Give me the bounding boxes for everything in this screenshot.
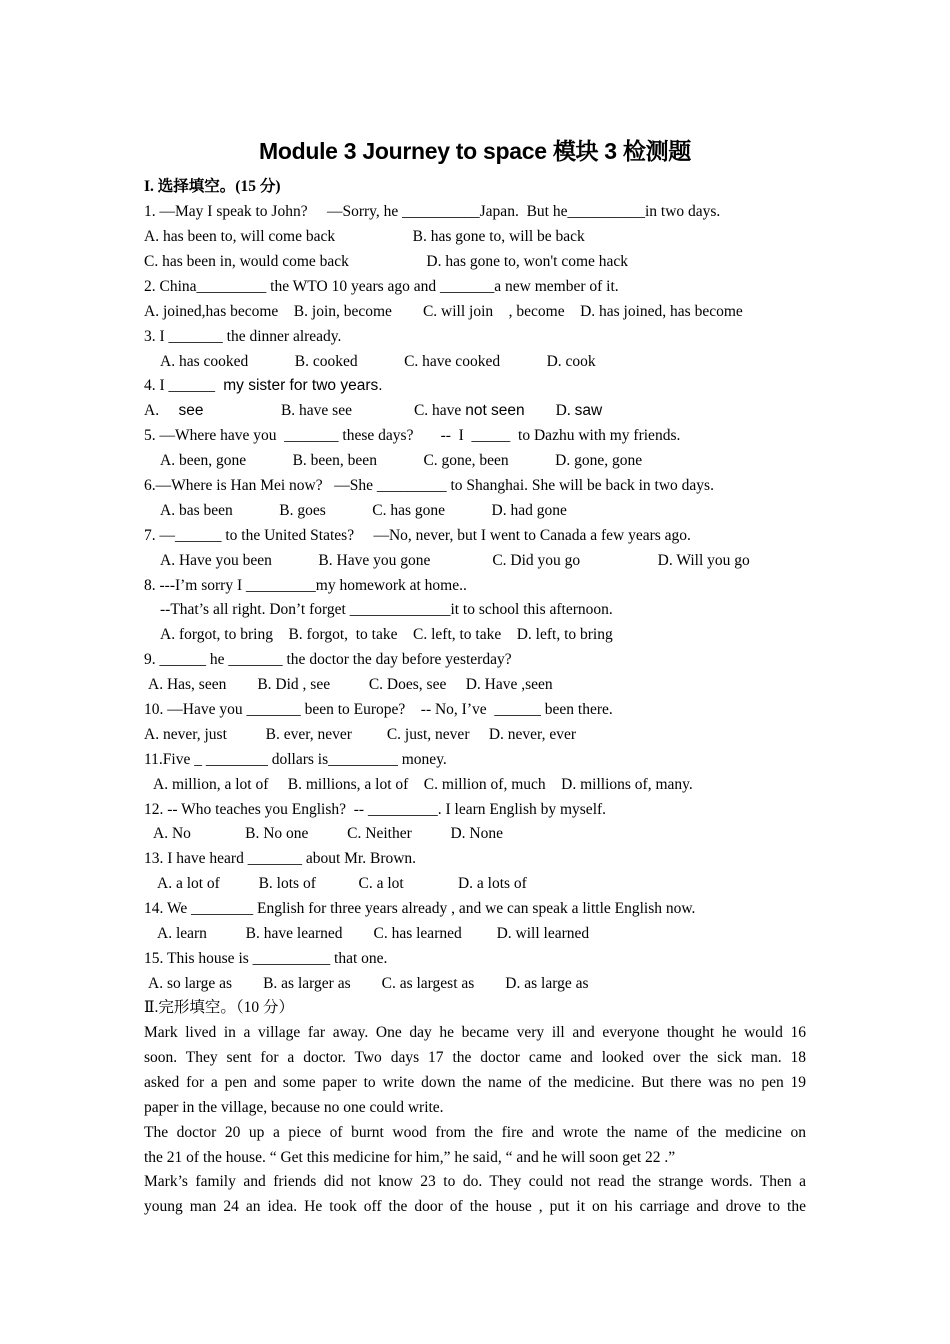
question-13: 13. I have heard _______ about Mr. Brown. [144,850,417,867]
question-2: 2. China_________ the WTO 10 years ago and _______a new member of it. [144,278,619,295]
question-8: 8. ---I’m sorry I _________my homework at home.. [144,577,467,594]
passage-line: young man 24 an idea. He took off the door of the house , put it on his carriage and drove to the [144,1198,806,1215]
question-4-option-d: saw [574,402,603,419]
question-4-options [144,401,602,421]
passage-line: the 21 of the house. “ Get this medicine for him,” he said, “ and he will soon get 22 .” [144,1149,676,1166]
question-4-option-bc: B. have see C. have [203,402,466,419]
question-7-options: A. Have you been B. Have you gone C. Did you go D. Will you go [160,552,750,569]
passage-line: asked for a pen and some paper to write down the name of the medicine. But there was no pen 19 [144,1074,806,1091]
passage-line: The doctor 20 up a piece of burnt wood from the fire and wrote the name of the medicine on [144,1124,806,1141]
question-12: 12. -- Who teaches you English? -- _________. I learn English by myself. [144,801,607,818]
question-8-options: A. forgot, to bring B. forgot, to take C. left, to take D. left, to bring [160,626,613,643]
question-4 [144,376,383,396]
question-1: 1. —May I speak to John? —Sorry, he __________Japan. But he__________in two days. [144,203,721,220]
question-8-reply: --That’s all right. Don’t forget _____________it to school this afternoon. [160,601,613,618]
question-6: 6.—Where is Han Mei now? —She _________ to Shanghai. She will be back in two days. [144,477,714,494]
passage-line: Mark lived in a village far away. One day he became very ill and everyone thought he would 16 [144,1024,806,1041]
question-9: 9. ______ he _______ the doctor the day before yesterday? [144,651,512,668]
question-5: 5. —Where have you _______ these days? -- I _____ to Dazhu with my friends. [144,427,681,444]
question-13-options: A. a lot of B. lots of C. a lot D. a lots of [157,875,527,892]
question-4-option-a-label: A. [144,402,179,419]
question-9-options: A. Has, seen B. Did , see C. Does, see D. Have ,seen [148,676,553,693]
passage-line: paper in the village, because no one could write. [144,1099,444,1116]
section-heading-cloze: Ⅱ.完形填空。（10 分） [144,999,295,1016]
passage-line: soon. They sent for a doctor. Two days 17 the doctor came and looked over the sick man. 18 [144,1049,806,1066]
question-1-options-ab: A. has been to, will come back B. has gone to, will be back [144,228,585,245]
question-7: 7. —______ to the United States? —No, never, but I went to Canada a few years ago. [144,527,691,544]
question-4-stem: 4. I ______ [144,377,219,394]
question-10-options: A. never, just B. ever, never C. just, never D. never, ever [144,726,577,743]
question-15-options: A. so large as B. as larger as C. as largest as D. as large as [148,975,589,992]
question-3-options: A. has cooked B. cooked C. have cooked D. cook [160,353,596,370]
question-4-option-c-end: not seen [465,402,525,419]
question-5-options: A. been, gone B. been, been C. gone, been D. gone, gone [160,452,643,469]
question-11: 11.Five _ ________ dollars is_________ money. [144,751,447,768]
question-12-options: A. No B. No one C. Neither D. None [153,825,504,842]
question-3: 3. I _______ the dinner already. [144,328,342,345]
question-6-options: A. bas been B. goes C. has gone D. had gone [160,502,567,519]
section-heading-choice: I. 选择填空。(15 分) [144,178,281,195]
question-4-option-d-label: D. [524,402,575,419]
question-14-options: A. learn B. have learned C. has learned D. will learned [157,925,590,942]
question-11-options: A. million, a lot of B. millions, a lot of C. million of, much D. millions of, many. [153,776,693,793]
question-15: 15. This house is __________ that one. [144,950,388,967]
page-title: Module 3 Journey to space 模块 3 检测题 [258,138,691,164]
question-2-options: A. joined,has become B. join, become C. will join , become D. has joined, has become [144,303,743,320]
question-4-stem-end: my sister for two years. [218,377,383,394]
question-1-options-cd: C. has been in, would come back D. has gone to, won't come hack [144,253,629,270]
question-10: 10. —Have you _______ been to Europe? -- No, I’ve ______ been there. [144,701,613,718]
question-4-option-a: see [178,402,204,419]
passage-line: Mark’s family and friends did not know 23 to do. They could not read the strange words. Then a [144,1173,806,1190]
question-14: 14. We ________ English for three years already , and we can speak a little English now. [144,900,696,917]
